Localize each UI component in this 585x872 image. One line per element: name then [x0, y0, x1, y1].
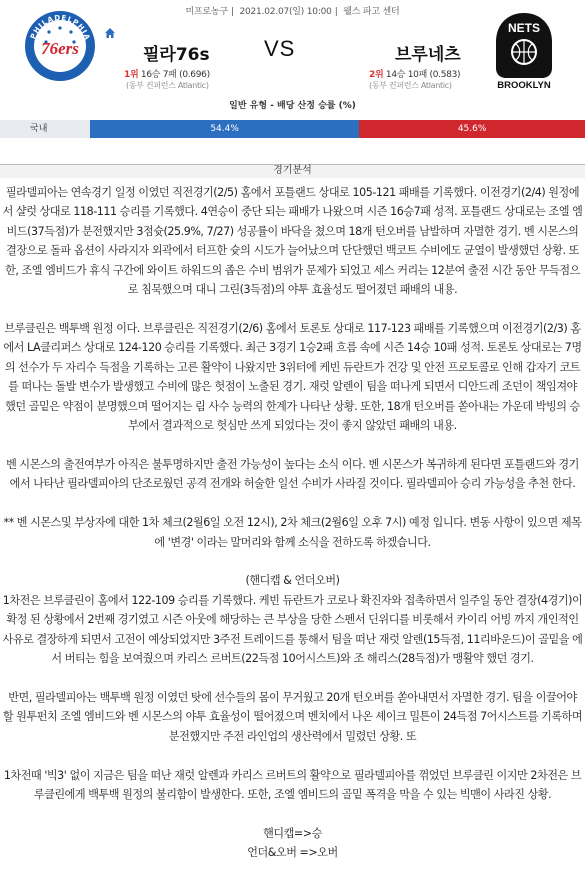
76ers-logo-text: 76ers	[41, 39, 79, 58]
home-team-record	[124, 67, 210, 80]
analysis-paragraph: (핸디캡 & 언더오버) 1차전은 브루클린이 홈에서 122-109 승리를 기록했다. 케빈 듀란트가 코로나 확진자와 접촉하면서 일주일 동안 결장(4경기)이 확정 된 상황에서 2번째 경기였고 시즌 아웃에 해당하는 큰 부상을 당한 스펜서 딘위디를 비롯해서 카이리 어빙 까지 개인적인 사유로 결장하게 되면서 고전이 예상되었지만 3주전 트레이드를 통해서 팀을 떠난 재럿 알렌(15득점, 11리바운드)이 골밑을 에서 버티는 힘을 보여줬으며 카리스 르버트(22득점 10어시스트)와 조 해리스(28득점)가 맹활약 했던 경기.	[2, 574, 583, 666]
nets-logo-text-top: NETS	[507, 21, 541, 35]
home-team-wl: 16승 7패 (0.696)	[140, 70, 210, 80]
away-team-record	[369, 67, 460, 80]
league-label: 미프로농구	[185, 7, 228, 17]
analysis-paragraph: ** 벤 시몬스및 부상자에 대한 1차 체크(2월6일 오전 12시), 2차 체크(2월6일 오후 7시) 예정 입니다. 변동 사항이 있으면 제목에 '변경' 이라는 말머리와 함께 소식을 전하도록 하겠습니다.	[3, 516, 582, 549]
match-meta: 미프로농구 | 2021.02.07(일) 10:00 | 웰스 파고 센터	[185, 7, 400, 17]
analysis-paragraph: 벤 시몬스의 출전여부가 아직은 불투명하지만 출전 가능성이 높다는 소식 이다. 벤 시몬스가 복귀하게 된다면 포틀랜드와 경기에서 나타난 필라델피아의 단조로웠던 공격 전개와 허술한 일선 수비가 사라질 것이다. 필라델피아 승리 가능성을 추천 한다.	[6, 457, 579, 491]
away-team-name: 브루네츠	[395, 45, 461, 65]
analysis-paragraph: 브루클린은 백투백 원정 이다. 브루클린은 직전경기(2/6) 홈에서 토론토 상대로 117-123 패배를 기록했으며 이전경기(2/3) 홈에서 LA클리퍼스 상대로 124-120 승리를 기록했다. 최근 3경기 1승2패 흐름 속에 시즌 14승 10패 성적. 토론토 상대로는 7명의 선수가 두 자리수 득점을 기록하는 고른 활약이 나왔지만 3위터에 케빈 듀란트가 건강 및 안전 프로토콜로 인해 갑자기 코트를 떠나는 돌발 변수가 발생했고 수비에 많은 헛점이 노출된 경기. 재럿 알렌이 팀을 떠나게 되면서 디안드레 조던이 책임져야 했던 골밑은 약점이 분명했으며 떨어지는 림 사수 능력의 한계가 나타난 상황. 또한, 18개 턴오버를 쏟아내는 가운데 박빙의 승부에서 결과적으로 헛심만 쓰게 되었다는 것이 좋지 않았던 패배의 내용.	[3, 321, 582, 433]
home-team-rank: 1위	[124, 70, 139, 80]
rate-row	[0, 120, 585, 138]
rate-title: 일반 유형 - 배당 산정 승률 (%)	[229, 101, 356, 111]
home-rate-bar: 54.4%	[90, 120, 359, 138]
analysis-title: 경기분석	[273, 165, 312, 176]
home-icon	[104, 27, 116, 39]
away-rate-bar: 45.6%	[359, 120, 585, 138]
nets-logo-text-bottom: BROOKLYN	[497, 80, 551, 90]
analysis-paragraph: 1차전때 '빅3' 없이 지금은 팀을 떠난 재럿 알렌과 카리스 르버트의 활약으로 필라델피아를 꺾었던 브루클린 이지만 2차전은 브루클린에게 백투백 원정의 불리함이 발생한다. 또한, 조엘 엠비드의 골밑 폭격을 막을 수 있는 빅맨이 사라진 상황.	[3, 768, 582, 802]
76ers-logo	[24, 10, 96, 82]
away-team-rank: 2위	[369, 70, 384, 80]
analysis-body	[2, 183, 583, 863]
76ers-ring-text: PHILADELPHIA	[29, 13, 92, 42]
home-team-conference: (동부 컨퍼런스 Atlantic)	[126, 81, 209, 90]
analysis-paragraph: 필라델피아는 연속경기 일정 이였던 직전경기(2/5) 홈에서 포틀랜드 상대로 105-121 패배를 기록했다. 이전경기(2/4) 원정에서 샬럿 상대로 118-111 승리를 기록했다. 4연승이 중단 되는 패배가 나왔으며 시즌 16승7패 성적. 포틀랜드 상대로는 조엘 엠비드(37득점)가 분전했지만 3점슛(25.9%, 7/27) 성공률이 바닥을 쳤으며 18개 턴오버를 남발하며 자멸한 경기. 벤 시몬스의 결장으로 돌파 옵션이 사라지자 외곽에서 터프한 슛의 시도가 늘어났으며 단단했던 백코트 수비에도 균열이 발생했던 상황. 또한, 조엘 엠비드가 휴식 구간에 와이트 하워드의 좁은 수비 범위가 문제가 되었고 세스 커리는 12분여 출전 시간 동안 무득점으로 침묵했으며 대니 그린(3득점)의 야투 효율성도 떨어졌던 패배의 내용.	[2, 186, 583, 297]
analysis-paragraph: 핸디캡=>승 언더&오버 =>오버	[247, 826, 338, 860]
venue-label: 웰스 파고 센터	[343, 7, 400, 17]
rate-label: 국내	[0, 120, 90, 138]
vs-label: VS	[264, 36, 296, 61]
away-team-wl: 14승 10패 (0.583)	[385, 70, 461, 80]
analysis-paragraph: 반면, 필라델피아는 백투백 원정 이였던 탓에 선수들의 몸이 무거웠고 20개 턴오버를 쏟아내면서 자멸한 경기. 팀을 이끌어야 할 원투펀치 조엘 엠비드와 벤 시몬스의 야투 효율성이 떨어졌으며 벤치에서 나온 셰이크 밀튼이 24득점 7어시스트를 기록하며 분전했지만 주전 라인업의 생산력에서 밀렸던 상황. 또	[2, 690, 583, 743]
rate-bar	[90, 120, 585, 138]
home-team-name: 필라76s	[143, 45, 210, 65]
away-team-conference: (동부 컨퍼런스 Atlantic)	[369, 81, 452, 90]
match-datetime: 2021.02.07(일) 10:00	[239, 7, 332, 17]
nets-logo	[494, 12, 554, 90]
